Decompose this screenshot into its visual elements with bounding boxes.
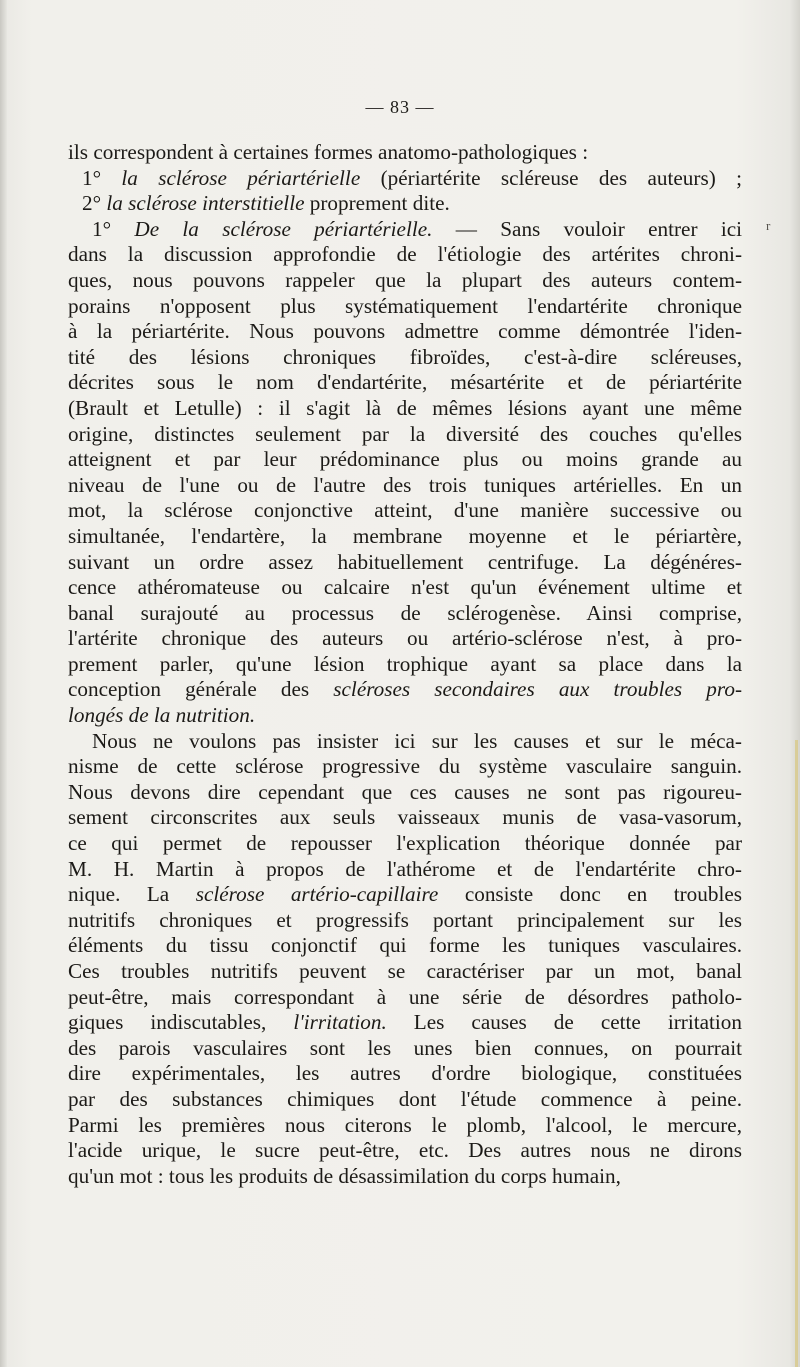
page-number: — 83 —: [365, 97, 435, 117]
text-run: Nous devons dire cependant que ces causes ne sont pas rigoureu-: [68, 779, 742, 804]
text-line: [68, 908, 742, 934]
text-line: [68, 422, 742, 448]
text-run: dans la discussion approfondie de l'étiologie des artérites chroni-: [68, 242, 742, 267]
text-line: [68, 242, 742, 268]
text-run: ce qui permet de repousser l'explication théorique donnée par: [68, 831, 742, 856]
text-run: éléments du tissu conjonctif qui forme les tuniques vasculaires.: [68, 933, 742, 958]
page-edge-tab: [795, 740, 798, 1367]
text-run: origine, distinctes seulement par la diversité des couches qu'elles: [68, 421, 742, 446]
text-run: atteignent et par leur prédominance plus ou moins grande au: [68, 447, 742, 472]
text-line: [68, 140, 742, 166]
text-line: [68, 780, 742, 806]
text-line: [68, 217, 742, 243]
text-line: [68, 294, 742, 320]
text-run: peut-être, mais correspondant à une série de désordres patholo-: [68, 984, 742, 1009]
italic-text-run: scléroses secondaires aux troubles pro-: [333, 677, 742, 702]
text-line: [68, 959, 742, 985]
text-run: ques, nous pouvons rappeler que la plupart des auteurs contem-: [68, 267, 742, 292]
text-line: [68, 191, 742, 217]
text-line: [68, 677, 742, 703]
text-line: [68, 166, 742, 192]
text-line: [68, 345, 742, 371]
text-run: proprement dite.: [304, 191, 450, 216]
text-run: 1°: [82, 165, 122, 190]
text-run: 1°: [92, 216, 135, 241]
text-run: ils correspondent à certaines formes anatomo-pathologiques :: [68, 140, 589, 164]
text-line: [68, 1113, 742, 1139]
text-run: giques indiscutables,: [68, 1010, 294, 1035]
text-run: dire expérimentales, les autres d'ordre biologique, constituées: [68, 1061, 742, 1086]
text-run: prement parler, qu'une lésion trophique ayant sa place dans la: [68, 651, 742, 676]
text-run: l'artérite chronique des auteurs ou artério-sclérose n'est, à pro-: [68, 626, 742, 651]
text-line: [68, 601, 742, 627]
text-run: Ces troubles nutritifs peuvent se caractériser par un mot, banal: [68, 959, 742, 983]
text-line: [68, 933, 742, 959]
text-run: cence athéromateuse ou calcaire n'est qu'un événement ultime et: [68, 575, 742, 600]
text-run: l'acide urique, le sucre peut-être, etc. Des autres nous ne dirons: [68, 1138, 742, 1163]
text-run: — Sans vouloir entrer ici: [432, 216, 742, 241]
text-run: (périartérite scléreuse des auteurs) ;: [360, 165, 742, 190]
text-run: Parmi les premières nous citerons le plomb, l'alcool, le mercure,: [68, 1112, 742, 1137]
text-run: suivant un ordre assez habituellement centrifuge. La dégénéres-: [68, 549, 742, 574]
text-line: [68, 1061, 742, 1087]
italic-text-run: la sclérose périartérielle: [121, 165, 361, 190]
text-line: [68, 1138, 742, 1164]
margin-mark: r: [766, 218, 771, 233]
text-run: niveau de l'une ou de l'autre des trois tuniques artérielles. En un: [68, 472, 742, 497]
text-line: [68, 1010, 742, 1036]
text-run: qu'un mot : tous les produits de désassimilation du corps humain,: [68, 1163, 621, 1188]
text-run: conception générale des: [68, 677, 334, 702]
body-text: [68, 140, 742, 1189]
text-run: Les causes de cette irritation: [386, 1010, 742, 1035]
text-line: [68, 1087, 742, 1113]
text-run: sement circonscrites aux seuls vaisseaux munis de vasa-vasorum,: [68, 805, 742, 830]
text-line: [68, 857, 742, 883]
text-run: nutritifs chroniques et progressifs portant principalement sur les: [68, 907, 742, 932]
text-line: [68, 319, 742, 345]
text-line: [68, 575, 742, 601]
text-run: banal surajouté au processus de sclérogenèse. Ainsi comprise,: [68, 600, 742, 625]
text-run: mot, la sclérose conjonctive atteint, d'une manière successive ou: [68, 498, 742, 523]
text-line: [68, 447, 742, 473]
text-line: [68, 1164, 742, 1190]
text-line: [68, 754, 742, 780]
text-line: [68, 498, 742, 524]
text-run: porains n'opposent plus systématiquement l'endartérite chronique: [68, 293, 742, 318]
text-line: [68, 473, 742, 499]
text-line: [68, 831, 742, 857]
italic-text-run: la sclérose interstitielle: [106, 191, 305, 216]
text-run: tité des lésions chroniques fibroïdes, c'est-à-dire scléreuses,: [68, 344, 742, 369]
italic-text-run: l'irritation.: [293, 1010, 387, 1035]
text-line: [68, 729, 742, 755]
text-line: [68, 370, 742, 396]
text-run: nisme de cette sclérose progressive du système vasculaire sanguin.: [68, 754, 742, 779]
text-run: nique. La: [68, 882, 196, 907]
text-run: décrites sous le nom d'endartérite, mésartérite et de périartérite: [68, 370, 742, 395]
text-line: [68, 1036, 742, 1062]
text-run: M. H. Martin à propos de l'athérome et de l'endartérite chro-: [68, 856, 742, 881]
text-line: [68, 882, 742, 908]
text-run: par des substances chimiques dont l'étude commence à peine.: [68, 1086, 742, 1111]
text-run: consiste donc en troubles: [438, 882, 743, 907]
text-line: [68, 550, 742, 576]
text-run: (Brault et Letulle) : il s'agit là de mêmes lésions ayant une même: [68, 395, 742, 420]
text-run: à la périartérite. Nous pouvons admettre comme démontrée l'iden-: [68, 319, 742, 344]
text-line: [68, 524, 742, 550]
text-line: [68, 805, 742, 831]
text-line: [68, 652, 742, 678]
text-line: [68, 268, 742, 294]
text-line: [68, 626, 742, 652]
text-line: [68, 396, 742, 422]
text-run: Nous ne voulons pas insister ici sur les causes et sur le méca-: [92, 728, 742, 753]
italic-text-run: sclérose artério-capillaire: [195, 882, 439, 907]
text-line: [68, 703, 742, 729]
text-run: 2°: [82, 191, 107, 216]
text-line: [68, 985, 742, 1011]
text-run: des parois vasculaires sont les unes bien connues, on pourrait: [68, 1035, 742, 1060]
page-edge-left: [0, 0, 7, 1367]
italic-text-run: longés de la nutrition.: [68, 703, 256, 728]
italic-text-run: De la sclérose périartérielle.: [134, 216, 433, 241]
text-run: simultanée, l'endartère, la membrane moyenne et le périartère,: [68, 523, 742, 548]
